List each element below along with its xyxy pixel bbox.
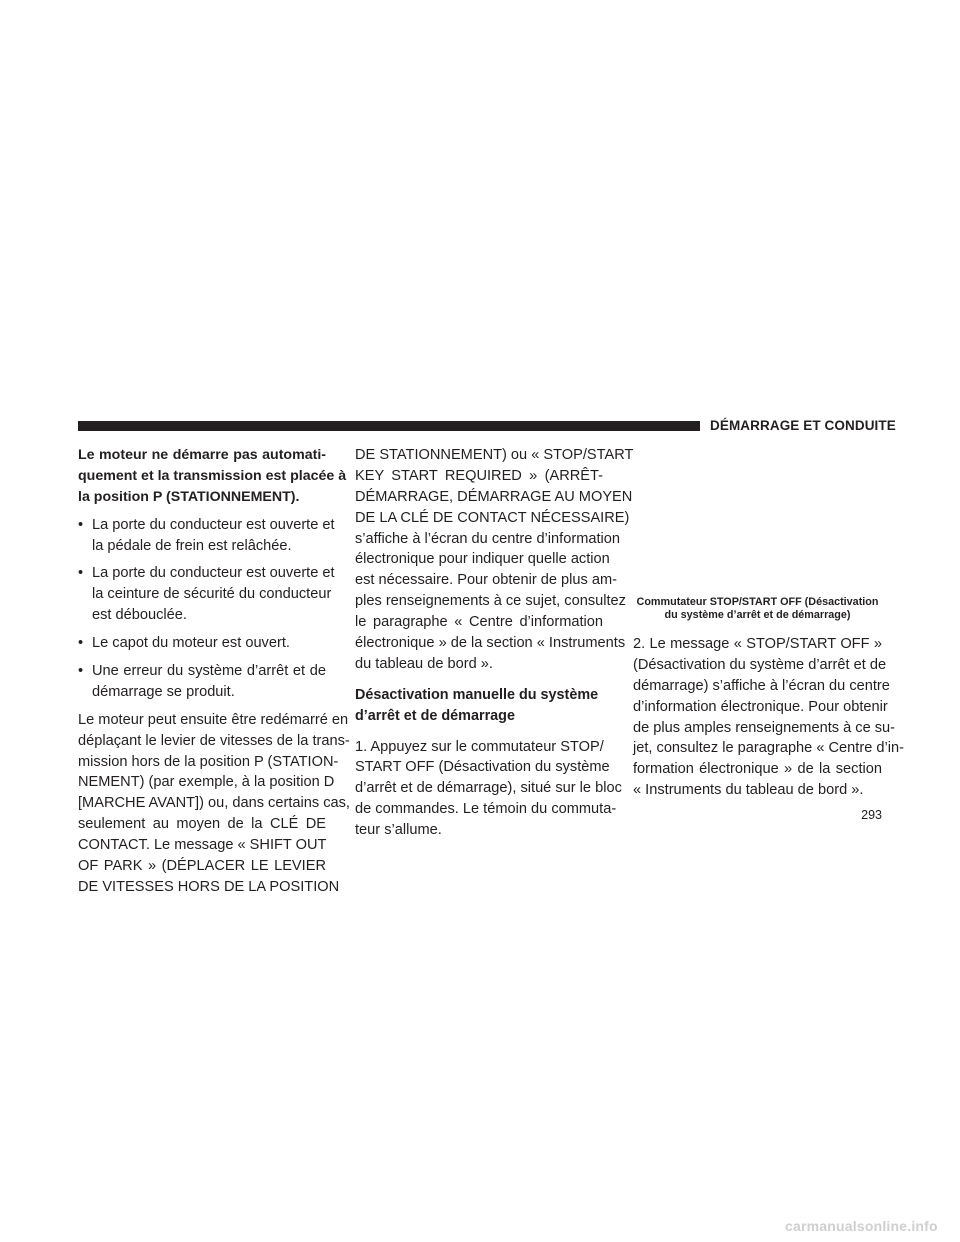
column-1 bbox=[78, 445, 350, 898]
paragraph-line: le paragraphe « Centre d’information bbox=[355, 614, 603, 631]
list-item bbox=[78, 661, 326, 703]
step-2 bbox=[633, 634, 904, 801]
paragraph-line: mission hors de la position P (STATION- bbox=[78, 753, 339, 770]
step-line: 2. Le message « STOP/START OFF » bbox=[633, 636, 882, 652]
condition-list bbox=[78, 515, 335, 703]
watermark: carmanualsonline.info bbox=[785, 1218, 938, 1234]
paragraph-line: s’affiche à l’écran du centre d’information bbox=[355, 530, 620, 547]
step-line: de plus amples renseignements à ce su- bbox=[633, 719, 896, 736]
list-item-line: La porte du conducteur est ouverte et bbox=[92, 516, 335, 533]
paragraph-line: NEMENT) (par exemple, à la position D bbox=[78, 774, 335, 791]
paragraph-line: électronique » de la section « Instruments bbox=[355, 635, 626, 652]
paragraph-line: déplaçant le levier de vitesses de la trans- bbox=[78, 732, 350, 749]
step-line: teur s’allume. bbox=[355, 822, 442, 839]
condition-heading bbox=[78, 445, 347, 508]
list-item bbox=[78, 563, 335, 626]
step-line: « Instruments du tableau de bord ». bbox=[633, 782, 864, 799]
subheading-line: d’arrêt et de démarrage bbox=[355, 707, 515, 724]
step-line: de commandes. Le témoin du commuta- bbox=[355, 801, 617, 818]
section-title: DÉMARRAGE ET CONDUITE bbox=[710, 418, 896, 433]
paragraph-line: électronique pour indiquer quelle action bbox=[355, 551, 610, 568]
paragraph-line: DE LA CLÉ DE CONTACT NÉCESSAIRE) bbox=[355, 509, 630, 526]
caption-line: Commutateur STOP/START OFF (Désactivation bbox=[636, 596, 879, 608]
paragraph-line: Le moteur peut ensuite être redémarré en bbox=[78, 711, 349, 728]
heading-line: la position P (STATIONNEMENT). bbox=[78, 488, 300, 505]
step-line: (Désactivation du système d’arrêt et de bbox=[633, 656, 887, 673]
paragraph-line: CONTACT. Le message « SHIFT OUT bbox=[78, 837, 327, 854]
restart-paragraph bbox=[78, 710, 350, 898]
bullet-icon: • bbox=[78, 635, 84, 652]
list-item-line: la pédale de frein est relâchée. bbox=[92, 537, 292, 554]
list-item-line: La porte du conducteur est ouverte et bbox=[92, 565, 335, 582]
list-item-line: est débouclée. bbox=[92, 607, 187, 624]
list-item-line: démarrage se produit. bbox=[92, 683, 235, 700]
caption-line: du système d’arrêt et de démarrage) bbox=[664, 609, 851, 621]
bullet-icon: • bbox=[78, 663, 84, 680]
bullet-icon: • bbox=[78, 565, 84, 582]
list-item-line: Une erreur du système d’arrêt et de bbox=[92, 663, 326, 680]
paragraph-line: [MARCHE AVANT]) ou, dans certains cas, bbox=[78, 795, 350, 812]
section-header-bar bbox=[78, 421, 700, 431]
paragraph-line: seulement au moyen de la CLÉ DE bbox=[78, 816, 326, 833]
step-1 bbox=[355, 737, 622, 841]
column-2 bbox=[355, 445, 634, 841]
heading-line: quement et la transmission est placée à bbox=[78, 467, 347, 484]
step-line: START OFF (Désactivation du système bbox=[355, 759, 610, 776]
list-item bbox=[78, 633, 326, 654]
step-line: 1. Appuyez sur le commutateur STOP/ bbox=[355, 738, 604, 755]
manual-deactivation-heading bbox=[355, 685, 603, 727]
paragraph-line: du tableau de bord ». bbox=[355, 655, 493, 672]
step-line: d’arrêt et de démarrage), situé sur le bloc bbox=[355, 780, 622, 797]
paragraph-line: DE STATIONNEMENT) ou « STOP/START bbox=[355, 447, 634, 463]
page-number: 293 bbox=[861, 808, 882, 822]
paragraph-line: ples renseignements à ce sujet, consultez bbox=[355, 593, 626, 610]
column-3 bbox=[633, 596, 904, 801]
bullet-icon: • bbox=[78, 516, 84, 533]
paragraph-line: DE VITESSES HORS DE LA POSITION bbox=[78, 878, 340, 895]
continued-paragraph bbox=[355, 445, 634, 675]
paragraph-line: DÉMARRAGE, DÉMARRAGE AU MOYEN bbox=[355, 488, 633, 505]
list-item-line: Le capot du moteur est ouvert. bbox=[92, 635, 290, 652]
list-item bbox=[78, 515, 335, 557]
step-line: d’information électronique. Pour obtenir bbox=[633, 698, 888, 715]
step-line: démarrage) s’affiche à l’écran du centre bbox=[633, 677, 890, 694]
figure-caption bbox=[633, 596, 882, 622]
heading-line: Le moteur ne démarre pas automati- bbox=[78, 447, 326, 463]
subheading-line: Désactivation manuelle du système bbox=[355, 686, 599, 703]
step-line: formation électronique » de la section bbox=[633, 761, 882, 778]
paragraph-line: OF PARK » (DÉPLACER LE LEVIER bbox=[78, 858, 326, 875]
list-item-line: la ceinture de sécurité du conducteur bbox=[92, 586, 332, 603]
paragraph-line: KEY START REQUIRED » (ARRÊT- bbox=[355, 467, 603, 484]
paragraph-line: est nécessaire. Pour obtenir de plus am- bbox=[355, 572, 618, 589]
step-line: jet, consultez le paragraphe « Centre d’in- bbox=[633, 740, 904, 757]
